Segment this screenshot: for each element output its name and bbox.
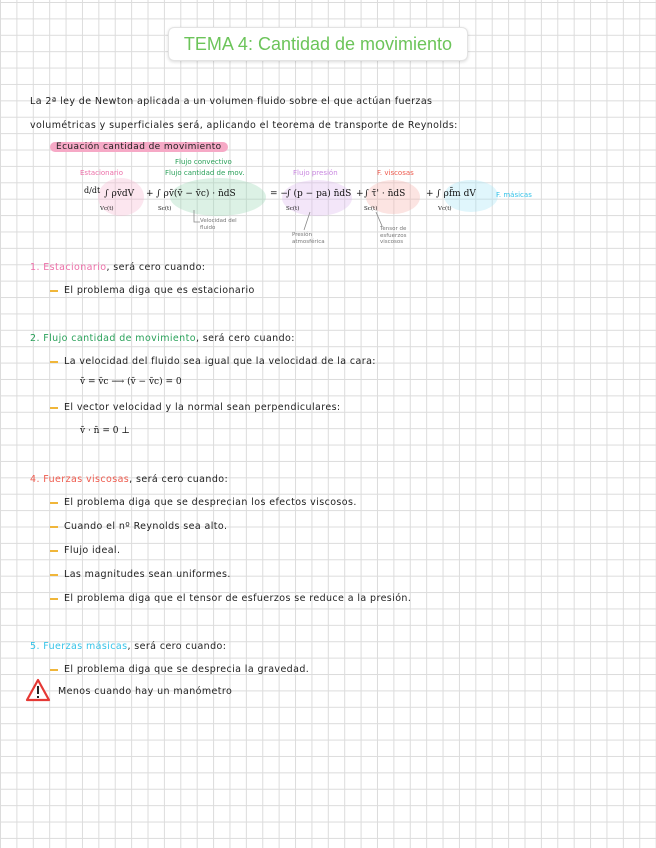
section-viscosas-item-2: Cuando el nº Reynolds sea alto.: [50, 521, 227, 532]
warning-text: Menos cuando hay un manómetro: [58, 686, 233, 697]
equation-equals: = −: [270, 189, 288, 199]
section-flujo-heading: [30, 333, 295, 344]
equation-plus-2: +: [356, 189, 364, 199]
intro-line-2: volumétricas y superficiales será, aplicando el teorema de transporte de Reynolds:: [30, 120, 458, 131]
bullet-dash-icon: [50, 290, 58, 292]
section-viscosas-title: 4. Fuerzas viscosas: [30, 474, 130, 485]
annotation-estacionario: Estacionario: [80, 169, 124, 177]
equation-plus-3: +: [426, 189, 434, 199]
intro-line-1: La 2ª ley de Newton aplicada a un volumen fluido sobre el que actúan fuerzas: [30, 96, 433, 107]
section-flujo-formula-1: v̄ = v̄c ⟶ (v̄ − v̄c) = 0: [80, 377, 182, 387]
section-viscosas-item-5: El problema diga que el tensor de esfuerzos se reduce a la presión.: [50, 593, 411, 604]
bullet-dash-icon: [50, 574, 58, 576]
annotation-f-masicas: F. másicas: [496, 191, 532, 199]
equation-term-2: ∫ ρv̄(v̄ − v̄c) · n̄dS: [156, 189, 236, 199]
annotation-tensor-esfuerzos: Tensor de esfuerzos viscosos: [380, 226, 407, 245]
bullet-dash-icon: [50, 598, 58, 600]
section-masicas-heading: [30, 641, 226, 652]
section-estacionario-item: El problema diga que es estacionario: [50, 285, 255, 296]
section-flujo-suffix: , será cero cuando:: [195, 333, 295, 344]
page-title: TEMA 4: Cantidad de movimiento: [168, 27, 468, 61]
equation-term-2-domain: Sc(t): [158, 206, 172, 212]
section-viscosas-suffix: , será cero cuando:: [129, 474, 229, 485]
bullet-dash-icon: [50, 550, 58, 552]
section-flujo-formula-2: v̄ · n̄ = 0 ⊥: [80, 426, 130, 436]
section-viscosas-heading: [30, 474, 228, 485]
equation-term-1-domain: Vc(t): [100, 206, 114, 212]
equation-term-3-domain: Sc(t): [286, 206, 300, 212]
annotation-presion-atmosferica: Presión atmosférica: [292, 232, 325, 245]
section-flujo-item-2: El vector velocidad y la normal sean perpendiculares:: [50, 402, 341, 413]
equation-term-5: ∫ ρf̄m dV: [436, 189, 476, 199]
bullet-dash-icon: [50, 526, 58, 528]
section-flujo-item-1: La velocidad del fluido sea igual que la velocidad de la cara:: [50, 356, 376, 367]
section-masicas-title: 5. Fuerzas másicas: [30, 641, 128, 652]
equation-term-4-domain: Sc(t): [364, 206, 378, 212]
equation-term-5-domain: Vc(t): [438, 206, 452, 212]
equation-term-3: ∫ (p − pa) n̄dS: [286, 189, 352, 199]
equation-d-dt: d/dt: [84, 186, 101, 195]
bullet-dash-icon: [50, 361, 58, 363]
section-masicas-suffix: , será cero cuando:: [127, 641, 227, 652]
bullet-dash-icon: [50, 669, 58, 671]
bullet-dash-icon: [50, 502, 58, 504]
section-flujo-title: 2. Flujo cantidad de movimiento: [30, 333, 196, 344]
section-estacionario-suffix: , será cero cuando:: [106, 262, 206, 273]
equation-term-4: ∫ τ̄' · n̄dS: [364, 189, 406, 199]
equation-term-1: ∫ ρv̄dV: [104, 189, 135, 199]
annotation-flujo-presion: Flujo presión: [293, 169, 338, 177]
section-masicas-item: El problema diga que se desprecia la gravedad.: [50, 664, 309, 675]
annotation-flujo-convectivo: Flujo convectivo: [175, 158, 232, 166]
annotation-flujo-cantidad: Flujo cantidad de mov.: [165, 169, 245, 177]
section-viscosas-item-4: Las magnitudes sean uniformes.: [50, 569, 231, 580]
equation-plus-1: +: [146, 189, 154, 199]
equation-label: Ecuación cantidad de movimiento: [50, 142, 228, 152]
annotation-f-viscosas: F. viscosas: [377, 169, 414, 177]
section-estacionario-title: 1. Estacionario: [30, 262, 107, 273]
section-viscosas-item-3: Flujo ideal.: [50, 545, 120, 556]
annotation-velocidad-fluido: Velocidad del fluido: [200, 218, 237, 231]
bullet-dash-icon: [50, 407, 58, 409]
warning-triangle-icon: [25, 678, 51, 702]
section-viscosas-item-1: El problema diga que se desprecian los efectos viscosos.: [50, 497, 357, 508]
section-estacionario-heading: [30, 262, 205, 273]
